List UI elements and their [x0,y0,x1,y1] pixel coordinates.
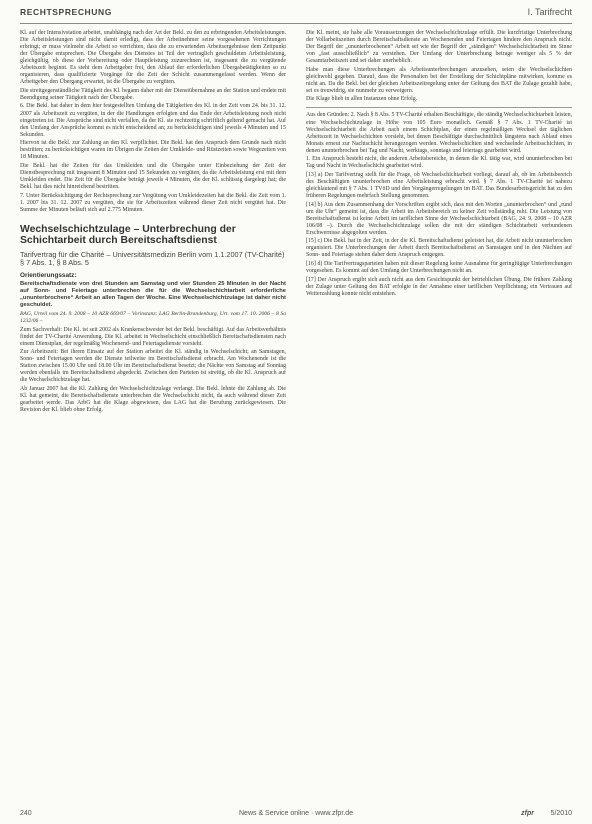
paragraph: 1. Ein Anspruch besteht nicht, die anderen Arbeitsbereiche, in denen die Kl. tätig war, wird ununterbrochen bei Tag und Nacht in Wechselschicht gearbeitet wird. [306,156,572,170]
issue-number: 5/2010 [550,810,572,817]
paragraph: [17] Der Anspruch ergibt sich auch nicht aus dem Gesichtspunkt der betrieblichen Übung. Die frühere Zahlung der Zulage unter Geltung des BAT erfolgte in der Annahme einer tariflichen Verpflichtung; ein Vertrauen auf Weiterzahlung konnte nicht entstehen. [306,276,572,297]
divider [306,107,572,108]
section-heading: I. Tarifrecht [527,7,572,17]
paragraph: Die Klage blieb in allen Instanzen ohne Erfolg. [306,96,418,103]
section-label: RECHTSPRECHUNG [20,7,112,17]
paragraph: 6. Die Bekl. hat daher in dem hier festgestellten Umfang die Tätigkeiten des Kl. in der Zeit vom 24. bis 31. 12. 2007 als Arbeitszeit zu vergüten, in der die Handlungen erfolgten und das Ende der Arbeitsleistung noch nicht eingetreten ist. Die Ansprüche sind nicht verfallen, da der Kl. sie rechtzeitig schriftlich geltend gemacht hat. Auf den Umfang der Ansprüche kommt es nicht entscheidend an; zu berücksichtigen sind jeweils 4 Minuten und 15 Sekunden. [20,103,286,138]
paragraph: Kl. auf der Intensivstation arbeitet, unabhängig nach der Art der Bekl. zu den zu erbringenden Arbeitsleistungen. Die Arbeitsleistungen sind nicht damit erledigt, dass der Arbeitnehmer seine vorgesehenen Verrichtungen erbringt; er muss vielmehr die Arbeit so verrichten, dass die zu erwartenden Arbeitsergebnisse dem Zeitpunkt der Übergabe entsprechen. Die Übergabe des Dienstes ist Teil der vertraglich geschuldeten Arbeitsleistung, gleichgültig, ob diese der Vorbereitung oder Hauptleistung zuzurechnen ist, insgesamt die zu vergütende Arbeitszeit beginnt. Es steht dem Arbeitgeber frei, den Ablauf der erforderlichen Übergabetätigkeiten so zu organisieren, dass qualifizierte Vorgänge für die Zeit der Schicht zusammengefasst werden. Wenn der Arbeitgeber den Übergang erwartet, ist die Übergabe zu vergüten. [20,30,286,86]
paragraph: 7. Unter Berücksichtigung der Rechtsprechung zur Vergütung von Umkleidezeiten hat die Bekl. die Zeit vom 1. 1. 2007 bis 31. 12. 2007 zu vergüten, die sie für Arbeitszeiten während dieser Zeit nicht vergütet hat. Die Summe der Minuten beläuft sich auf 2.775 Minuten. [20,192,286,213]
case-citation: BAG, Urteil vom 24. 9. 2008 – 10 AZR 669/07 – Vorinstanz: LAG Berlin-Brandenburg, Urt. vom 17. 10. 2006 – 8 Sa 1232/06 – [20,311,286,325]
article-subtitle: Tarifvertrag für die Charité – Universitätsmedizin Berlin vom 1.1.2007 (TV-Charité) § 7 Abs. 1, § 8 Abs. 5 [20,249,285,267]
paragraph: Aus den Gründen: 2. Nach § 8 Abs. 5 TV-Charité erhalten Beschäftigte, die ständig Wechselschichtarbeit leisten, eine Wechselschichtzulage in Höhe von 105 Euro monatlich. Gemäß § 7 Abs. 1 TV-Charité ist Wechselschichtarbeit die Arbeit nach einem Schichtplan, der einen regelmäßigen Wechsel der täglichen Arbeitszeit in Wechselschichten vorsieht, bei denen Beschäftigte durchschnittlich längstens nach Ablauf eines Monats erneut zur Nachtschicht herangezogen werden. Wechselschichten sind wechselnde Arbeitsschichten, in denen ununterbrochen bei Tag und Nacht, werktags, sonntags und feiertags gearbeitet wird. [306,112,572,154]
paragraph: [14] b) Aus dem Zusammenhang der Vorschriften ergibt sich, dass mit den Worten „ununterbrochen“ und „rund um die Uhr“ gemeint ist, dass die Arbeit im Arbeitsbereich zu keiner Zeit vollständig ruht. Die Leistung von Bereitschaftsdienst ist keine Arbeit im tariflichen Sinne der Wechselschichtarbeit (BAG, 24. 9. 2008 – 10 AZR 106/08 –). Durch die Wechselschichtzulage sollen die mit der ständigen Schichtarbeit verbundenen Erschwernisse abgegolten werden. [306,201,572,236]
paragraph: Zum Sachverhalt: Die Kl. ist seit 2002 als Krankenschwester bei der Bekl. beschäftigt. Auf das Arbeitsverhältnis findet der TV-Charité Anwendung. Die Kl. arbeitet in Wechselschicht einschließlich Bereitschaftsdiensten nach einem Dienstplan, der regelmäßig Wochenend- und Feiertagsdienste vorsieht. [20,326,286,347]
right-column [306,30,572,299]
headnote: Bereitschaftsdienste von drei Stunden am Samstag und vier Stunden 25 Minuten in der Nacht auf Sonn- und Feiertage unterbrechen die für die Wechselschichtarbeit erforderliche „ununterbrochene“ Arbeit an allen Tagen der Woche. Eine Wechselschichtzulage ist daher nicht geschuldet. [20,281,286,309]
paragraph: Ab Januar 2007 hat die Kl. Zahlung der Wechselschichtzulage verlangt. Die Bekl. lehnte die Zahlung ab. Die Kl. hat gemeint, die Bereitschaftsdienste unterbrechen die Wechselschicht nicht, da auch während dieser Zeit gearbeitet werde. Das ArbG hat die Klage abgewiesen, das LAG hat die Berufung zurückgewiesen. Die Revision der Kl. blieb ohne Erfolg. [20,385,286,414]
website-link[interactable]: News & Service online · www.zfpr.de [239,810,353,817]
article-title: Wechselschichtzulage – Unterbrechung der Schichtarbeit durch Bereitschaftsdienst [20,223,236,247]
page-footer [20,810,572,822]
page-number: 240 [20,810,32,817]
paragraph: [16] d) Die Tarifvertragsparteien haben mit dieser Regelung keine Ausnahme für geringfügige Unterbrechungen vorgesehen. Es kommt auf den Umfang der Unterbrechungen nicht an. [306,260,572,274]
journal-logo: zfpr [521,810,534,817]
running-header [20,6,572,24]
paragraph: Die Kl. meint, sie habe alle Voraussetzungen der Wechselschichtzulage erfüllt. Die kurzfristige Unterbrechung der Vollarbeitszeiten durch Bereitschaftsdienste an Wochenenden und Feiertagen hindere den Anspruch nicht. Der Begriff der „ununterbrochenen“ Arbeit sei wie der Begriff der „ständigen“ Wechselschichtarbeit im Sinne von „fast ausschließlich“ zu verstehen. Der Umfang der Unterbrechung betrage weniger als 5 % der Gesamtarbeitszeit und sei daher unerheblich. [306,30,572,65]
paragraph: Die Bekl. hat die Zeiten für das Umkleiden und die Übergabe unter Einbeziehung der Zeit der Dienstbesprechung mit insgesamt 8 Minuten und 15 Sekunden zu vergüten, da die Arbeitsleistung erst mit dem Umkleiden endet. Die Zeit für die Übergabe beträgt jeweils 4 Minuten, die der Kl. schlüssig dargelegt hat; die Bekl. hat dies nicht hinreichend bestritten. [20,162,286,190]
paragraph: Habe man diese Unterbrechungen als Arbeitsunterbrechungen anzusehen, seien die Wechselschichten gleichwohl gegeben. Darauf, dass die Personalien bei der Erstellung der Schichtpläne mitwirken, komme es nicht an. Da die Bekl. bei der gleichen Arbeitszeitregelung unter der Geltung des BAT die Zulage gezahlt habe, sei es treuwidrig, sie nunmehr zu verweigern. [306,66,572,94]
orientation-label: Orientierungssatz: [20,272,77,280]
paragraph: Die streitgegenständliche Tätigkeit des Kl. begann daher mit der Dienstübernahme an der Station und endete mit Beendigung seiner Tätigkeit nach der Übergabe. [20,87,286,101]
paragraph: Hiervon ist die Bekl. zur Zahlung an den Kl. verpflichtet. Die Bekl. hat den Anspruch dem Grunde nach nicht bestritten; zu berücksichtigen waren im Übrigen die Zeiten der Umkleide- und Rüstzeiten sowie Wegezeiten von 18 Minuten. [20,140,286,161]
paragraph: [15] c) Die Bekl. hat in der Zeit, in der die Kl. Bereitschaftsdienst geleistet hat, die Arbeit nicht ununterbrochen organisiert. Die Unterbrechungen der Arbeit durch Bereitschaftsdienst an Samstagen und in den Nächten auf Sonn- und Feiertage stehen daher dem Anspruch entgegen. [306,238,572,259]
paragraph: [13] a) Der Tarifvertrag stellt für die Frage, ob Wechselschichtarbeit vorliegt, darauf ab, ob im Arbeitsbereich des Beschäftigten ununterbrochen eine Arbeitsleistung erbracht wird. § 7 Abs. 1 TV-Charité ist nahezu gleichlautend mit § 7 Abs. 1 TVöD und den Vorgängerregelungen im BAT. Das Bundesarbeitsgericht hat zu den früheren Regelungen mehrfach Stellung genommen. [306,171,572,199]
paragraph: Zur Arbeitszeit: Bei ihrem Einsatz auf der Station arbeitet die Kl. ständig in Wechselschicht; an Samstagen, Sonn- und Feiertagen werden die Dienste teilweise im Bereitschaftsdienst erbracht. Am Wochenende ist die Station zwischen 15.00 Uhr und 18.00 Uhr im Bereitschaftsdienst besetzt; die Nächte von Samstag auf Sonntag werden ebenfalls im Bereitschaftsdienst abgedeckt. Zwischen den Parteien ist streitig, ob die Kl. Anspruch auf die Wechselschichtzulage hat. [20,349,286,384]
left-column [20,30,286,416]
